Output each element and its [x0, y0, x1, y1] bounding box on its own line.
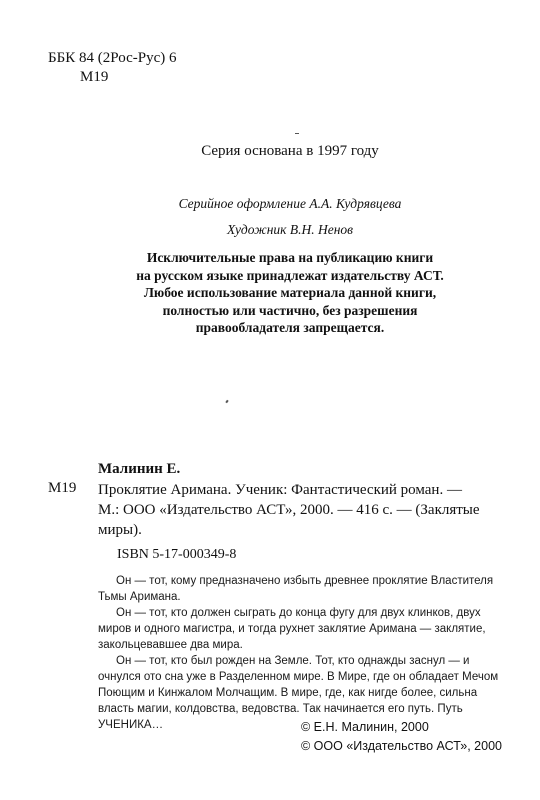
- catalog-line: миры).: [98, 522, 142, 538]
- catalog-line: М.: ООО «Издательство АСТ», 2000. — 416 с. — (Заклятые: [98, 502, 480, 518]
- annotation-line: миров и одного магистра, и тогда рухнет заклятие Аримана — заклятие,: [98, 623, 486, 635]
- annotation-line: Он — тот, кто должен сыграть до конца фугу для двух клинков, двух: [116, 607, 481, 619]
- rights-notice: [0, 249, 540, 337]
- copyright-line: © ООО «Издательство АСТ», 2000: [301, 739, 502, 753]
- artist-credit: Художник В.Н. Ненов: [226, 222, 354, 237]
- annotation-line: Поющим и Кинжалом Молчащим. В мире, где, как нигде более, сильна: [98, 687, 478, 699]
- annotation-line: Тьмы Аримана.: [98, 591, 181, 603]
- rights-line: правообладателя запрещается.: [195, 320, 385, 336]
- rights-line: Любое использование материала данной книги,: [143, 285, 437, 301]
- annotation-line: Он — тот, кто был рожден на Земле. Тот, кто однажды заснул — и: [116, 655, 470, 667]
- copyright-line: © Е.Н. Малинин, 2000: [301, 720, 429, 734]
- catalog-author: Малинин Е.: [98, 461, 181, 477]
- annotation-line: закольцевавшее два мира.: [98, 639, 243, 651]
- rights-line: полностью или частично, без разрешения: [162, 302, 418, 318]
- scan-speck: [295, 133, 299, 134]
- catalog-description: [98, 480, 490, 540]
- annotation-line: УЧЕНИКА…: [98, 719, 164, 731]
- author-code: М19: [80, 69, 109, 85]
- annotation-line: очнулся ото сна уже в Разделенном мире. В Мире, где он обладает Мечом: [98, 671, 499, 683]
- catalog-line: Проклятие Аримана. Ученик: Фантастический роман. —: [98, 482, 462, 498]
- series-note: Серия основана в 1997 году: [201, 143, 379, 159]
- bbk-classification: ББК 84 (2Рос-Рус) 6: [48, 50, 177, 66]
- scan-speck: [225, 400, 228, 404]
- copyright-block: [301, 718, 502, 756]
- catalog-code: М19: [48, 480, 77, 496]
- annotation: [98, 573, 498, 733]
- annotation-line: власть магии, колдовства, ведовства. Так начинается его путь. Путь: [98, 703, 463, 715]
- rights-line: Исключительные права на публикацию книги: [146, 250, 434, 265]
- rights-line: на русском языке принадлежат издательству АСТ.: [136, 267, 444, 283]
- isbn: ISBN 5-17-000349-8: [117, 547, 237, 562]
- annotation-line: Он — тот, кому предназначено избыть древнее проклятие Властителя: [116, 575, 494, 587]
- design-credit: Серийное оформление А.А. Кудрявцева: [178, 196, 402, 211]
